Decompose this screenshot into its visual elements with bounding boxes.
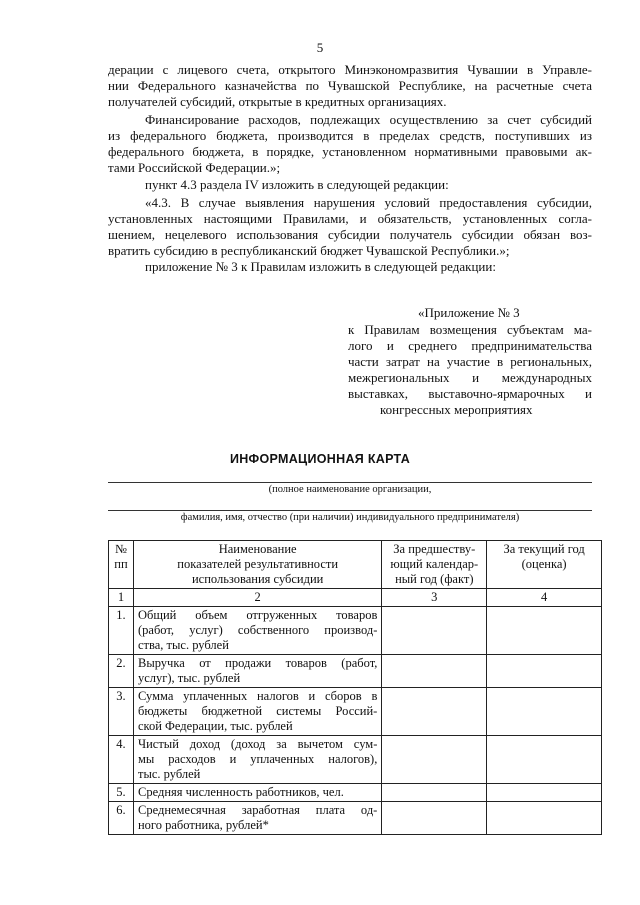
- indicator-name: [133, 736, 381, 784]
- header-num: [109, 541, 134, 589]
- row-number: 2.: [109, 655, 134, 688]
- table-row: [109, 607, 602, 655]
- table-row: [109, 784, 602, 802]
- body-line: вратить субсидию в республиканский бюджет Чувашской Республики.»;: [108, 243, 510, 258]
- indicator-line: Общий объем отгруженных товаров: [137, 608, 378, 622]
- body-line: тами Российской Федерации.»;: [108, 160, 281, 175]
- indicator-line: Чистый доход (доход за вычетом сум-: [137, 737, 378, 751]
- table-row: [109, 802, 602, 835]
- appendix-line: межрегиональных и международных: [348, 370, 592, 385]
- body-line: федерального бюджета, в порядке, установленном нормативными правовыми ак-: [108, 144, 592, 159]
- organization-caption: (полное наименование организации,: [268, 484, 432, 495]
- indicator-line: мы расходов и уплаченных налогов),: [137, 752, 378, 766]
- indicator-line: ного работника, рублей*: [137, 818, 269, 832]
- current-year-value[interactable]: [487, 802, 602, 835]
- current-year-value[interactable]: [487, 688, 602, 736]
- header-text: ющий календар-: [390, 557, 479, 571]
- entrepreneur-name-line: [108, 510, 592, 511]
- indicator-line: тыс. рублей: [137, 767, 201, 781]
- indicator-name: [133, 655, 381, 688]
- body-line: пункт 4.3 раздела IV изложить в следующей редакции:: [145, 177, 449, 192]
- appendix-line: конгрессных мероприятиях: [380, 402, 533, 417]
- header-text: (оценка): [521, 557, 567, 571]
- body-line: шением, нецелевого использования субсидии получатель субсидии обязан воз-: [108, 227, 592, 242]
- header-prev-year: [382, 541, 487, 589]
- header-text: ный год (факт): [395, 572, 474, 586]
- page-number: 5: [316, 40, 324, 55]
- indicator-line: ства, тыс. рублей: [137, 638, 229, 652]
- appendix-line: лого и среднего предпринимательства: [348, 338, 592, 353]
- indicator-line: ской Федерации, тыс. рублей: [137, 719, 293, 733]
- header-text: пп: [114, 557, 128, 571]
- indicator-name: [133, 802, 381, 835]
- column-number: 1: [109, 589, 134, 607]
- header-text: За текущий год: [503, 542, 585, 556]
- header-current-year: [487, 541, 602, 589]
- indicator-line: Средняя численность работников, чел.: [137, 785, 344, 799]
- table-header-row: [109, 541, 602, 589]
- prev-year-value[interactable]: [382, 655, 487, 688]
- card-title: ИНФОРМАЦИОННАЯ КАРТА: [229, 452, 411, 466]
- appendix-heading: «Приложение № 3: [418, 305, 520, 320]
- header-text: За предшеству-: [393, 542, 476, 556]
- indicator-line: Сумма уплаченных налогов и сборов в: [137, 689, 378, 703]
- current-year-value[interactable]: [487, 655, 602, 688]
- indicator-line: Среднемесячная заработная плата од-: [137, 803, 378, 817]
- indicators-table: [108, 540, 602, 835]
- body-line: дерации с лицевого счета, открытого Минэкономразвития Чувашии в Управле-: [108, 62, 592, 77]
- organization-name-line: [108, 482, 592, 483]
- prev-year-value[interactable]: [382, 736, 487, 784]
- column-number-row: [109, 589, 602, 607]
- header-text: показателей результативности: [177, 557, 339, 571]
- body-line: из федерального бюджета, производится в пределах средств, поступивших из: [108, 128, 592, 143]
- prev-year-value[interactable]: [382, 802, 487, 835]
- current-year-value[interactable]: [487, 736, 602, 784]
- body-line: нии Федерального казначейства по Чувашской Республике, на расчетные счета: [108, 78, 592, 93]
- row-number: 1.: [109, 607, 134, 655]
- table-row: [109, 655, 602, 688]
- row-number: 5.: [109, 784, 134, 802]
- body-line: приложение № 3 к Правилам изложить в следующей редакции:: [145, 259, 496, 274]
- indicator-line: Выручка от продажи товаров (работ,: [137, 656, 378, 670]
- indicator-name: [133, 607, 381, 655]
- row-number: 6.: [109, 802, 134, 835]
- indicator-line: услуг), тыс. рублей: [137, 671, 241, 685]
- body-line: установленных настоящими Правилами, и обязательств, установленных согла-: [108, 211, 592, 226]
- row-number: 3.: [109, 688, 134, 736]
- column-number: 2: [133, 589, 381, 607]
- appendix-line: к Правилам возмещения субъектам ма-: [348, 322, 592, 337]
- table-row: [109, 736, 602, 784]
- current-year-value[interactable]: [487, 607, 602, 655]
- current-year-value[interactable]: [487, 784, 602, 802]
- header-text: использования субсидии: [191, 572, 324, 586]
- column-number: 3: [382, 589, 487, 607]
- column-number: 4: [487, 589, 602, 607]
- appendix-line: части затрат на участие в региональных,: [348, 354, 592, 369]
- body-line: получателей субсидий, открытые в кредитных организациях.: [108, 94, 447, 109]
- header-text: №: [115, 542, 127, 556]
- entrepreneur-caption: фамилия, имя, отчество (при наличии) индивидуального предпринимателя): [180, 512, 520, 523]
- indicator-name: [133, 688, 381, 736]
- header-name: [133, 541, 381, 589]
- indicator-name: [133, 784, 381, 802]
- body-line: «4.3. В случае выявления нарушения условий предоставления субсидии,: [145, 195, 592, 210]
- prev-year-value[interactable]: [382, 607, 487, 655]
- indicator-line: (работ, услуг) собственного производ-: [137, 623, 378, 637]
- appendix-line: выставках, выставочно-ярмарочных и: [348, 386, 592, 401]
- body-line: Финансирование расходов, подлежащих осуществлению за счет субсидий: [145, 112, 592, 127]
- indicator-line: бюджеты бюджетной системы Россий-: [137, 704, 378, 718]
- table-row: [109, 688, 602, 736]
- header-text: Наименование: [218, 542, 297, 556]
- row-number: 4.: [109, 736, 134, 784]
- prev-year-value[interactable]: [382, 784, 487, 802]
- prev-year-value[interactable]: [382, 688, 487, 736]
